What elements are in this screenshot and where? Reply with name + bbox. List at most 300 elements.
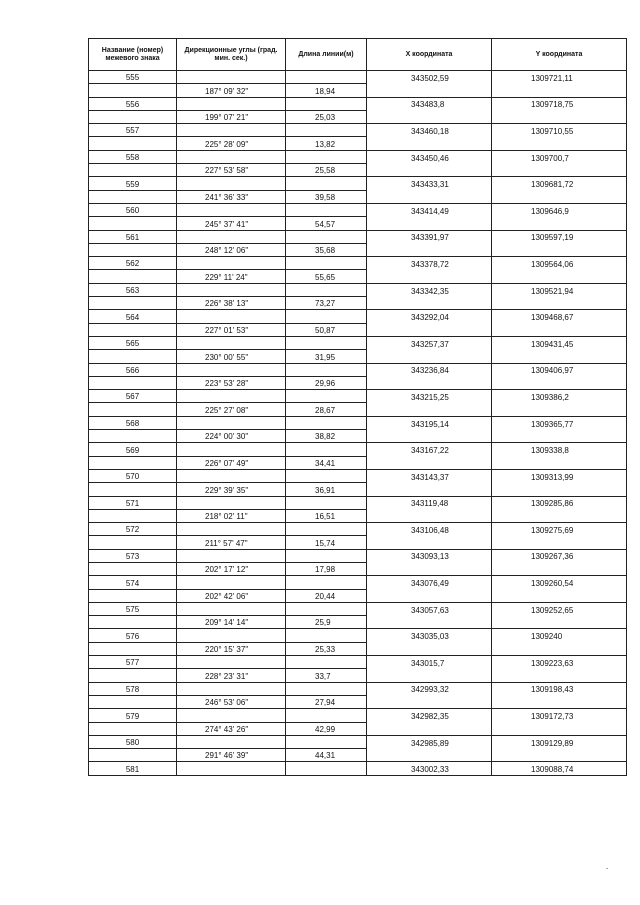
point-name-cell: 560 — [89, 203, 177, 216]
empty-cell — [367, 430, 492, 443]
point-name-cell: 578 — [89, 682, 177, 695]
point-name-cell: 558 — [89, 150, 177, 163]
empty-cell — [89, 270, 177, 283]
empty-cell — [89, 695, 177, 708]
table-row — [89, 695, 627, 708]
line-length-cell: 35,68 — [286, 243, 367, 256]
y-coordinate-cell: 1309285,86 — [492, 496, 627, 509]
table-row — [89, 190, 627, 203]
table-row — [89, 283, 627, 296]
x-coordinate-cell: 343093,13 — [367, 549, 492, 562]
empty-cell — [177, 203, 286, 216]
empty-cell — [89, 297, 177, 310]
table-row — [89, 310, 627, 323]
direction-angle-cell: 227° 53' 58" — [177, 164, 286, 177]
y-coordinate-cell: 1309681,72 — [492, 177, 627, 190]
table-row — [89, 562, 627, 575]
empty-cell — [492, 217, 627, 230]
empty-cell — [492, 456, 627, 469]
point-name-cell: 563 — [89, 283, 177, 296]
line-length-cell: 42,99 — [286, 722, 367, 735]
empty-cell — [177, 576, 286, 589]
line-length-cell: 55,65 — [286, 270, 367, 283]
empty-cell — [177, 762, 286, 775]
empty-cell — [177, 150, 286, 163]
empty-cell — [367, 350, 492, 363]
table-row — [89, 536, 627, 549]
x-coordinate-cell: 343433,31 — [367, 177, 492, 190]
point-name-cell: 570 — [89, 469, 177, 482]
empty-cell — [286, 336, 367, 349]
point-name-cell: 573 — [89, 549, 177, 562]
boundary-coordinates-table — [88, 38, 626, 776]
empty-cell — [89, 562, 177, 575]
direction-angle-cell: 274° 43' 26" — [177, 722, 286, 735]
empty-cell — [492, 403, 627, 416]
point-name-cell: 557 — [89, 124, 177, 137]
line-length-cell: 33,7 — [286, 669, 367, 682]
line-length-cell: 39,58 — [286, 190, 367, 203]
y-coordinate-cell: 1309252,65 — [492, 602, 627, 615]
empty-cell — [367, 536, 492, 549]
direction-angle-cell: 226° 07' 49" — [177, 456, 286, 469]
empty-cell — [177, 177, 286, 190]
empty-cell — [492, 430, 627, 443]
empty-cell — [177, 735, 286, 748]
empty-cell — [177, 71, 286, 84]
empty-cell — [492, 297, 627, 310]
table-row — [89, 137, 627, 150]
line-length-cell: 27,94 — [286, 695, 367, 708]
table-body — [89, 71, 627, 776]
point-name-cell: 568 — [89, 416, 177, 429]
x-coordinate-cell: 343292,04 — [367, 310, 492, 323]
empty-cell — [89, 190, 177, 203]
header-x-coordinate: X координата — [367, 39, 492, 71]
empty-cell — [89, 509, 177, 522]
table-row — [89, 390, 627, 403]
empty-cell — [286, 97, 367, 110]
empty-cell — [177, 310, 286, 323]
x-coordinate-cell: 343035,03 — [367, 629, 492, 642]
empty-cell — [286, 363, 367, 376]
empty-cell — [286, 709, 367, 722]
x-coordinate-cell: 343236,84 — [367, 363, 492, 376]
empty-cell — [89, 84, 177, 97]
x-coordinate-cell: 343057,63 — [367, 602, 492, 615]
point-name-cell: 569 — [89, 443, 177, 456]
table-row — [89, 164, 627, 177]
empty-cell — [367, 110, 492, 123]
point-name-cell: 577 — [89, 656, 177, 669]
empty-cell — [89, 243, 177, 256]
empty-cell — [492, 137, 627, 150]
direction-angle-cell: 245° 37' 41" — [177, 217, 286, 230]
table-row — [89, 709, 627, 722]
empty-cell — [367, 403, 492, 416]
y-coordinate-cell: 1309365,77 — [492, 416, 627, 429]
empty-cell — [177, 709, 286, 722]
line-length-cell: 54,57 — [286, 217, 367, 230]
empty-cell — [89, 110, 177, 123]
direction-angle-cell: 187° 09' 32" — [177, 84, 286, 97]
table-row — [89, 523, 627, 536]
table-row — [89, 430, 627, 443]
table-row — [89, 71, 627, 84]
empty-cell — [367, 749, 492, 762]
x-coordinate-cell: 342993,32 — [367, 682, 492, 695]
table-row — [89, 203, 627, 216]
x-coordinate-cell: 343215,25 — [367, 390, 492, 403]
line-length-cell: 31,95 — [286, 350, 367, 363]
y-coordinate-cell: 1309260,54 — [492, 576, 627, 589]
line-length-cell: 15,74 — [286, 536, 367, 549]
x-coordinate-cell: 343076,49 — [367, 576, 492, 589]
y-coordinate-cell: 1309088,74 — [492, 762, 627, 775]
direction-angle-cell: 228° 23' 31" — [177, 669, 286, 682]
empty-cell — [492, 749, 627, 762]
header-y-coordinate: Y координата — [492, 39, 627, 71]
x-coordinate-cell: 343002,33 — [367, 762, 492, 775]
direction-angle-cell: 225° 27' 08" — [177, 403, 286, 416]
empty-cell — [492, 536, 627, 549]
x-coordinate-cell: 343257,37 — [367, 336, 492, 349]
table-row — [89, 456, 627, 469]
table-row — [89, 97, 627, 110]
empty-cell — [492, 589, 627, 602]
y-coordinate-cell: 1309386,2 — [492, 390, 627, 403]
table-row — [89, 363, 627, 376]
direction-angle-cell: 246° 53' 06" — [177, 695, 286, 708]
line-length-cell: 73,27 — [286, 297, 367, 310]
empty-cell — [367, 562, 492, 575]
empty-cell — [492, 483, 627, 496]
empty-cell — [177, 230, 286, 243]
y-coordinate-cell: 1309313,99 — [492, 469, 627, 482]
table-row — [89, 323, 627, 336]
direction-angle-cell: 218° 02' 11" — [177, 509, 286, 522]
empty-cell — [177, 602, 286, 615]
empty-cell — [89, 323, 177, 336]
table-row — [89, 110, 627, 123]
table-row — [89, 642, 627, 655]
empty-cell — [492, 509, 627, 522]
point-name-cell: 574 — [89, 576, 177, 589]
line-length-cell: 44,31 — [286, 749, 367, 762]
direction-angle-cell: 225° 28' 09" — [177, 137, 286, 150]
empty-cell — [367, 669, 492, 682]
page-speck — [606, 868, 608, 869]
x-coordinate-cell: 343460,18 — [367, 124, 492, 137]
line-length-cell: 50,87 — [286, 323, 367, 336]
empty-cell — [367, 270, 492, 283]
empty-cell — [89, 749, 177, 762]
table-row — [89, 230, 627, 243]
empty-cell — [367, 190, 492, 203]
empty-cell — [286, 629, 367, 642]
empty-cell — [367, 323, 492, 336]
empty-cell — [492, 110, 627, 123]
empty-cell — [89, 217, 177, 230]
empty-cell — [492, 350, 627, 363]
empty-cell — [367, 509, 492, 522]
empty-cell — [89, 430, 177, 443]
table-row — [89, 243, 627, 256]
empty-cell — [286, 762, 367, 775]
empty-cell — [367, 456, 492, 469]
point-name-cell: 581 — [89, 762, 177, 775]
y-coordinate-cell: 1309597,19 — [492, 230, 627, 243]
empty-cell — [286, 549, 367, 562]
empty-cell — [177, 257, 286, 270]
empty-cell — [492, 243, 627, 256]
table-row — [89, 576, 627, 589]
table-row — [89, 616, 627, 629]
point-name-cell: 556 — [89, 97, 177, 110]
empty-cell — [286, 283, 367, 296]
table-row — [89, 376, 627, 389]
header-direction-angle: Дирекционные углы (град. мин. сек.) — [177, 39, 286, 71]
empty-cell — [89, 536, 177, 549]
table-row — [89, 749, 627, 762]
y-coordinate-cell: 1309275,69 — [492, 523, 627, 536]
line-length-cell: 34,41 — [286, 456, 367, 469]
empty-cell — [177, 336, 286, 349]
line-length-cell: 28,67 — [286, 403, 367, 416]
empty-cell — [492, 190, 627, 203]
coordinates-table — [88, 38, 627, 776]
point-name-cell: 566 — [89, 363, 177, 376]
direction-angle-cell: 229° 39' 35" — [177, 483, 286, 496]
empty-cell — [367, 376, 492, 389]
empty-cell — [89, 350, 177, 363]
table-row — [89, 443, 627, 456]
empty-cell — [177, 443, 286, 456]
empty-cell — [286, 150, 367, 163]
empty-cell — [286, 71, 367, 84]
direction-angle-cell: 220° 15' 37" — [177, 642, 286, 655]
direction-angle-cell: 224° 00' 30" — [177, 430, 286, 443]
direction-angle-cell: 211° 57' 47" — [177, 536, 286, 549]
table-row — [89, 629, 627, 642]
x-coordinate-cell: 343119,48 — [367, 496, 492, 509]
line-length-cell: 17,98 — [286, 562, 367, 575]
empty-cell — [492, 270, 627, 283]
empty-cell — [367, 243, 492, 256]
empty-cell — [367, 483, 492, 496]
x-coordinate-cell: 343015,7 — [367, 656, 492, 669]
point-name-cell: 555 — [89, 71, 177, 84]
empty-cell — [89, 589, 177, 602]
direction-angle-cell: 230° 00' 55" — [177, 350, 286, 363]
table-row — [89, 682, 627, 695]
direction-angle-cell: 199° 07' 21" — [177, 110, 286, 123]
empty-cell — [177, 682, 286, 695]
y-coordinate-cell: 1309172,73 — [492, 709, 627, 722]
x-coordinate-cell: 343143,37 — [367, 469, 492, 482]
x-coordinate-cell: 343378,72 — [367, 257, 492, 270]
point-name-cell: 561 — [89, 230, 177, 243]
table-row — [89, 669, 627, 682]
table-row — [89, 150, 627, 163]
empty-cell — [492, 695, 627, 708]
table-header-row — [89, 39, 627, 71]
empty-cell — [367, 695, 492, 708]
table-row — [89, 656, 627, 669]
empty-cell — [367, 137, 492, 150]
empty-cell — [286, 682, 367, 695]
x-coordinate-cell: 343167,22 — [367, 443, 492, 456]
table-row — [89, 589, 627, 602]
direction-angle-cell: 223° 53' 28" — [177, 376, 286, 389]
x-coordinate-cell: 343450,46 — [367, 150, 492, 163]
empty-cell — [177, 629, 286, 642]
empty-cell — [89, 669, 177, 682]
empty-cell — [286, 257, 367, 270]
table-row — [89, 84, 627, 97]
y-coordinate-cell: 1309468,67 — [492, 310, 627, 323]
line-length-cell: 13,82 — [286, 137, 367, 150]
line-length-cell: 36,91 — [286, 483, 367, 496]
empty-cell — [286, 310, 367, 323]
point-name-cell: 575 — [89, 602, 177, 615]
direction-angle-cell: 202° 17' 12" — [177, 562, 286, 575]
table-row — [89, 496, 627, 509]
x-coordinate-cell: 343483,8 — [367, 97, 492, 110]
empty-cell — [89, 642, 177, 655]
table-row — [89, 762, 627, 775]
empty-cell — [286, 124, 367, 137]
table-row — [89, 722, 627, 735]
empty-cell — [286, 576, 367, 589]
empty-cell — [286, 416, 367, 429]
empty-cell — [177, 124, 286, 137]
empty-cell — [492, 642, 627, 655]
direction-angle-cell: 291° 46' 39" — [177, 749, 286, 762]
table-row — [89, 483, 627, 496]
line-length-cell: 20,44 — [286, 589, 367, 602]
empty-cell — [286, 602, 367, 615]
empty-cell — [89, 164, 177, 177]
empty-cell — [89, 403, 177, 416]
header-point-name: Название (номер) межевого знака — [89, 39, 177, 71]
point-name-cell: 580 — [89, 735, 177, 748]
table-row — [89, 124, 627, 137]
empty-cell — [177, 656, 286, 669]
table-row — [89, 297, 627, 310]
empty-cell — [492, 562, 627, 575]
empty-cell — [177, 283, 286, 296]
table-row — [89, 509, 627, 522]
x-coordinate-cell: 343106,48 — [367, 523, 492, 536]
y-coordinate-cell: 1309129,89 — [492, 735, 627, 748]
empty-cell — [286, 390, 367, 403]
empty-cell — [492, 722, 627, 735]
y-coordinate-cell: 1309406,97 — [492, 363, 627, 376]
direction-angle-cell: 209° 14' 14" — [177, 616, 286, 629]
empty-cell — [177, 496, 286, 509]
empty-cell — [286, 443, 367, 456]
empty-cell — [367, 616, 492, 629]
x-coordinate-cell: 343195,14 — [367, 416, 492, 429]
empty-cell — [177, 416, 286, 429]
point-name-cell: 564 — [89, 310, 177, 323]
y-coordinate-cell: 1309240 — [492, 629, 627, 642]
x-coordinate-cell: 343391,97 — [367, 230, 492, 243]
empty-cell — [492, 84, 627, 97]
point-name-cell: 579 — [89, 709, 177, 722]
y-coordinate-cell: 1309198,43 — [492, 682, 627, 695]
empty-cell — [286, 230, 367, 243]
table-row — [89, 735, 627, 748]
point-name-cell: 559 — [89, 177, 177, 190]
empty-cell — [367, 84, 492, 97]
header-line-length: Длина линии(м) — [286, 39, 367, 71]
empty-cell — [89, 137, 177, 150]
empty-cell — [492, 669, 627, 682]
table-row — [89, 270, 627, 283]
direction-angle-cell: 248° 12' 06" — [177, 243, 286, 256]
empty-cell — [286, 177, 367, 190]
empty-cell — [367, 722, 492, 735]
x-coordinate-cell: 342982,35 — [367, 709, 492, 722]
direction-angle-cell: 202° 42' 06" — [177, 589, 286, 602]
y-coordinate-cell: 1309700,7 — [492, 150, 627, 163]
line-length-cell: 38,82 — [286, 430, 367, 443]
line-length-cell: 16,51 — [286, 509, 367, 522]
point-name-cell: 567 — [89, 390, 177, 403]
empty-cell — [286, 203, 367, 216]
empty-cell — [177, 469, 286, 482]
empty-cell — [89, 722, 177, 735]
empty-cell — [89, 456, 177, 469]
direction-angle-cell: 227° 01' 53" — [177, 323, 286, 336]
line-length-cell: 25,9 — [286, 616, 367, 629]
table-row — [89, 602, 627, 615]
y-coordinate-cell: 1309710,55 — [492, 124, 627, 137]
y-coordinate-cell: 1309718,75 — [492, 97, 627, 110]
line-length-cell: 29,96 — [286, 376, 367, 389]
y-coordinate-cell: 1309223,63 — [492, 656, 627, 669]
empty-cell — [286, 496, 367, 509]
x-coordinate-cell: 343414,49 — [367, 203, 492, 216]
empty-cell — [177, 390, 286, 403]
table-row — [89, 217, 627, 230]
line-length-cell: 25,03 — [286, 110, 367, 123]
x-coordinate-cell: 342985,89 — [367, 735, 492, 748]
empty-cell — [367, 164, 492, 177]
table-row — [89, 469, 627, 482]
direction-angle-cell: 226° 38' 13" — [177, 297, 286, 310]
empty-cell — [177, 549, 286, 562]
point-name-cell: 571 — [89, 496, 177, 509]
x-coordinate-cell: 343502,59 — [367, 71, 492, 84]
empty-cell — [367, 217, 492, 230]
table-row — [89, 403, 627, 416]
empty-cell — [492, 616, 627, 629]
y-coordinate-cell: 1309521,94 — [492, 283, 627, 296]
table-row — [89, 336, 627, 349]
empty-cell — [177, 363, 286, 376]
y-coordinate-cell: 1309646,9 — [492, 203, 627, 216]
empty-cell — [89, 483, 177, 496]
empty-cell — [177, 523, 286, 536]
line-length-cell: 25,58 — [286, 164, 367, 177]
y-coordinate-cell: 1309431,45 — [492, 336, 627, 349]
empty-cell — [367, 297, 492, 310]
y-coordinate-cell: 1309267,36 — [492, 549, 627, 562]
empty-cell — [286, 523, 367, 536]
